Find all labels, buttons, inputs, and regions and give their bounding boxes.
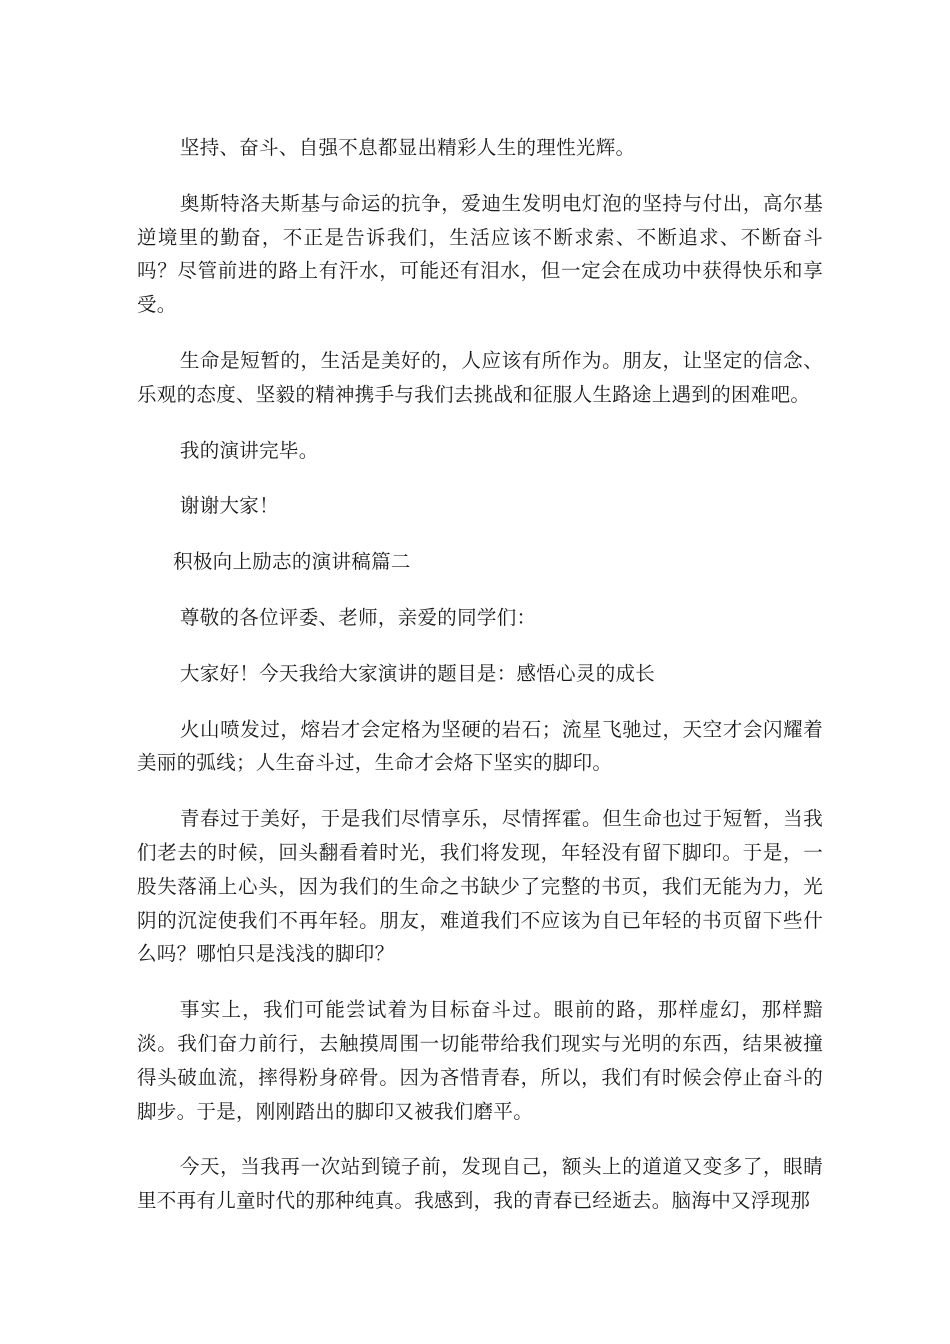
paragraph: 事实上，我们可能尝试着为目标奋斗过。眼前的路，那样虚幻，那样黯淡。我们奋力前行，去触摸周围一切能带给我们现实与光明的东西，结果被撞得头破血流，摔得粉身碎骨。因为吝惜青春，所以，我们有时候会停止奋斗的脚步。于是，刚刚踏出的脚印又被我们磨平。 [137, 998, 823, 1123]
paragraph-gap [137, 579, 823, 601]
paragraph-gap [137, 322, 823, 344]
paragraph: 谢谢大家！ [179, 494, 279, 518]
paragraph-gap [137, 691, 823, 713]
paragraph-gap [137, 165, 823, 187]
paragraph-gap [137, 1128, 823, 1150]
paragraph: 青春过于美好，于是我们尽情享乐，尽情挥霍。但生命也过于短暂，当我们老去的时候，回头翻看着时光，我们将发现，年轻没有留下脚印。于是，一股失落涌上心头，因为我们的生命之书缺少了完整的书页，我们无能为力，光阴的沉淀使我们不再年轻。朋友，难道我们不应该为自已年轻的书页留下些什么吗？哪怕只是浅浅的脚印？ [137, 807, 823, 966]
document-body [137, 131, 823, 1218]
paragraph-gap [137, 971, 823, 993]
paragraph-gap [137, 523, 823, 545]
paragraph-gap [137, 635, 823, 657]
paragraph: 坚持、奋斗、自强不息都显出精彩人生的理性光辉。 [179, 136, 636, 159]
section-heading: 积极向上励志的演讲稿篇二 [173, 550, 411, 574]
paragraph-gap [137, 412, 823, 434]
paragraph: 大家好！今天我给大家演讲的题目是：感悟心灵的成长 [179, 661, 656, 685]
paragraph: 今天，当我再一次站到镜子前，发现自己，额头上的道道又变多了，眼睛里不再有儿童时代的那种纯真。我感到，我的青春已经逝去。脑海中又浮现那 [137, 1155, 823, 1213]
paragraph-gap [137, 467, 823, 489]
paragraph: 尊敬的各位评委、老师，亲爱的同学们： [179, 605, 537, 629]
paragraph: 我的演讲完毕。 [179, 438, 319, 462]
paragraph: 奥斯特洛夫斯基与命运的抗争，爱迪生发明电灯泡的坚持与付出，高尔基逆境里的勤奋，不正是告诉我们，生活应该不断求索、不断追求、不断奋斗吗？尽管前进的路上有汗水，可能还有泪水，但一定会在成功中获得快乐和享受。 [137, 191, 823, 317]
paragraph: 火山喷发过，熔岩才会定格为坚硬的岩石；流星飞驰过，天空才会闪耀着美丽的弧线；人生奋斗过，生命才会烙下坚实的脚印。 [137, 717, 823, 775]
paragraph: 生命是短暂的，生活是美好的，人应该有所作为。朋友，让坚定的信念、乐观的态度、坚毅的精神携手与我们去挑战和征服人生路途上遇到的困难吧。 [137, 348, 823, 406]
paragraph-gap [137, 780, 823, 802]
